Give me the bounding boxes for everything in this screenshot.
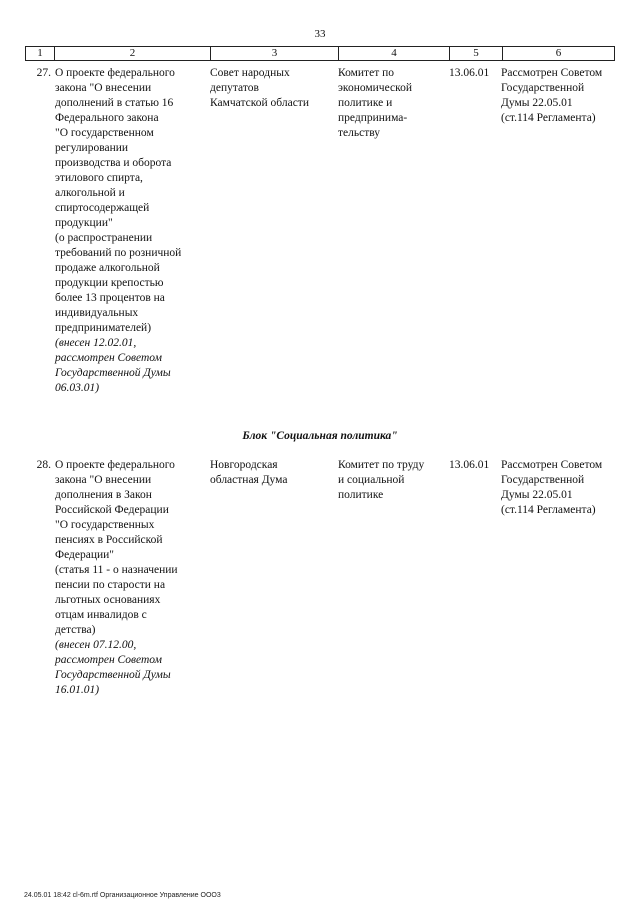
column-header-1: 1 <box>26 47 55 61</box>
initiator: Новгородская областная Дума <box>210 459 288 486</box>
committee: Комитет по труду и социальной политике <box>338 459 425 501</box>
status: Рассмотрен Советом Государственной Думы 22.05.01 (ст.114 Регламента) <box>501 67 603 124</box>
bill-note: (внесен 07.12.00, рассмотрен Советом Государственной Думы 16.01.01) <box>55 639 171 696</box>
bill-title: О проекте федерального закона "О внесении дополнений в статью 16 Федерального закона "О государственном регулировании производства и оборота этилового спирта, алкогольной и спиртосодержащей продукции" (о распространении требований по розничной продаже алкогольной продукции крепостью более 13 процентов на индивидуальных предпринимателей) <box>55 67 182 334</box>
bill-description <box>55 458 205 698</box>
initiator: Совет народных депутатов Камчатской области <box>210 67 309 109</box>
page-number: 33 <box>314 28 326 40</box>
column-header-4: 4 <box>339 47 450 61</box>
status: Рассмотрен Советом Государственной Думы 22.05.01 (ст.114 Регламента) <box>501 459 603 516</box>
column-header-6: 6 <box>503 47 615 61</box>
footer-stamp: 24.05.01 18:42 cl-6m.rtf Организационное Управление ООО3 <box>24 892 221 899</box>
bill-note: (внесен 12.02.01, рассмотрен Советом Государственной Думы 06.03.01) <box>55 337 171 394</box>
column-header-2: 2 <box>55 47 211 61</box>
block-title: Блок "Социальная политика" <box>242 430 398 442</box>
committee: Комитет по экономической политике и предпринима- тельству <box>338 67 412 139</box>
date: 13.06.01 <box>449 459 490 471</box>
column-header-5: 5 <box>450 47 503 61</box>
bill-title: О проекте федерального закона "О внесении дополнения в Закон Российской Федерации "О государственных пенсиях в Российской Федерации" (статья 11 - о назначении пенсии по старости на льготных основаниях отцам инвалидов с детства) <box>55 459 178 636</box>
bill-description <box>55 66 205 396</box>
column-header-table <box>25 46 615 61</box>
row-number: 28. <box>36 459 51 471</box>
row-number: 27. <box>36 67 51 79</box>
date: 13.06.01 <box>449 67 490 79</box>
column-header-3: 3 <box>211 47 339 61</box>
